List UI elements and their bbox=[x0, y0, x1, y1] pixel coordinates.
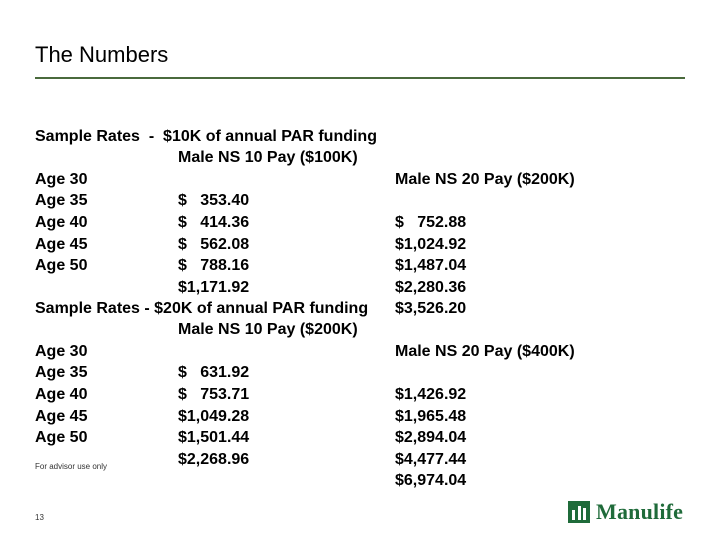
manulife-logo bbox=[568, 500, 683, 524]
section-heading-row bbox=[35, 104, 377, 145]
rate-10-pay: $ 353.40 bbox=[178, 192, 250, 210]
rate-20-pay: $2,894.04 bbox=[395, 429, 467, 447]
rate-10-pay: $ 414.36 bbox=[178, 213, 250, 231]
rate-20-pay: $1,426.92 bbox=[395, 385, 467, 403]
rate-20-pay: $6,974.04 bbox=[395, 472, 467, 490]
section-heading: Sample Rates - $10K of annual PAR funding bbox=[35, 127, 377, 145]
age-label: Age 30 bbox=[35, 170, 88, 188]
section-heading: Sample Rates - $20K of annual PAR funding bbox=[35, 299, 369, 317]
age-label: Age 35 bbox=[35, 364, 88, 382]
advisor-disclaimer: For advisor use only bbox=[35, 462, 108, 471]
logo-wordmark: Manulife bbox=[596, 499, 684, 524]
age-label: Age 30 bbox=[35, 342, 88, 360]
page-title: The Numbers bbox=[35, 42, 169, 67]
column-header-20-pay: Male NS 20 Pay ($200K) bbox=[395, 170, 575, 188]
age-label: Age 40 bbox=[35, 213, 88, 231]
age-label: Age 50 bbox=[35, 429, 88, 447]
age-label: Age 35 bbox=[35, 192, 88, 210]
title-divider bbox=[35, 77, 685, 79]
rate-20-pay: $3,526.20 bbox=[395, 300, 467, 318]
age-label: Age 50 bbox=[35, 257, 88, 275]
rate-10-pay: $1,049.28 bbox=[178, 407, 250, 425]
rate-10-pay: $ 753.71 bbox=[178, 385, 250, 403]
column-header-10-pay: Male NS 10 Pay ($200K) bbox=[178, 321, 358, 339]
page-number: 13 bbox=[35, 513, 44, 522]
rate-10-pay: $2,268.96 bbox=[178, 450, 250, 468]
rate-20-pay: $1,965.48 bbox=[395, 407, 467, 425]
rate-20-pay: $1,487.04 bbox=[395, 257, 467, 275]
rate-20-pay: $ 752.88 bbox=[395, 213, 467, 231]
age-label: Age 40 bbox=[35, 385, 88, 403]
rate-10-pay: $ 788.16 bbox=[178, 257, 250, 275]
column-header-20-pay: Male NS 20 Pay ($400K) bbox=[395, 342, 575, 360]
rate-10-pay: $ 562.08 bbox=[178, 235, 250, 253]
rate-10-pay: $1,171.92 bbox=[178, 278, 250, 296]
manulife-logo-icon bbox=[568, 501, 590, 523]
column-header-10-pay: Male NS 10 Pay ($100K) bbox=[178, 149, 358, 167]
rate-10-pay: $ 631.92 bbox=[178, 364, 250, 382]
age-label: Age 45 bbox=[35, 407, 88, 425]
rate-20-pay: $4,477.44 bbox=[395, 450, 467, 468]
rate-20-pay: $1,024.92 bbox=[395, 235, 467, 253]
rate-20-pay: $2,280.36 bbox=[395, 278, 467, 296]
age-label: Age 45 bbox=[35, 235, 88, 253]
rate-10-pay: $1,501.44 bbox=[178, 429, 250, 447]
